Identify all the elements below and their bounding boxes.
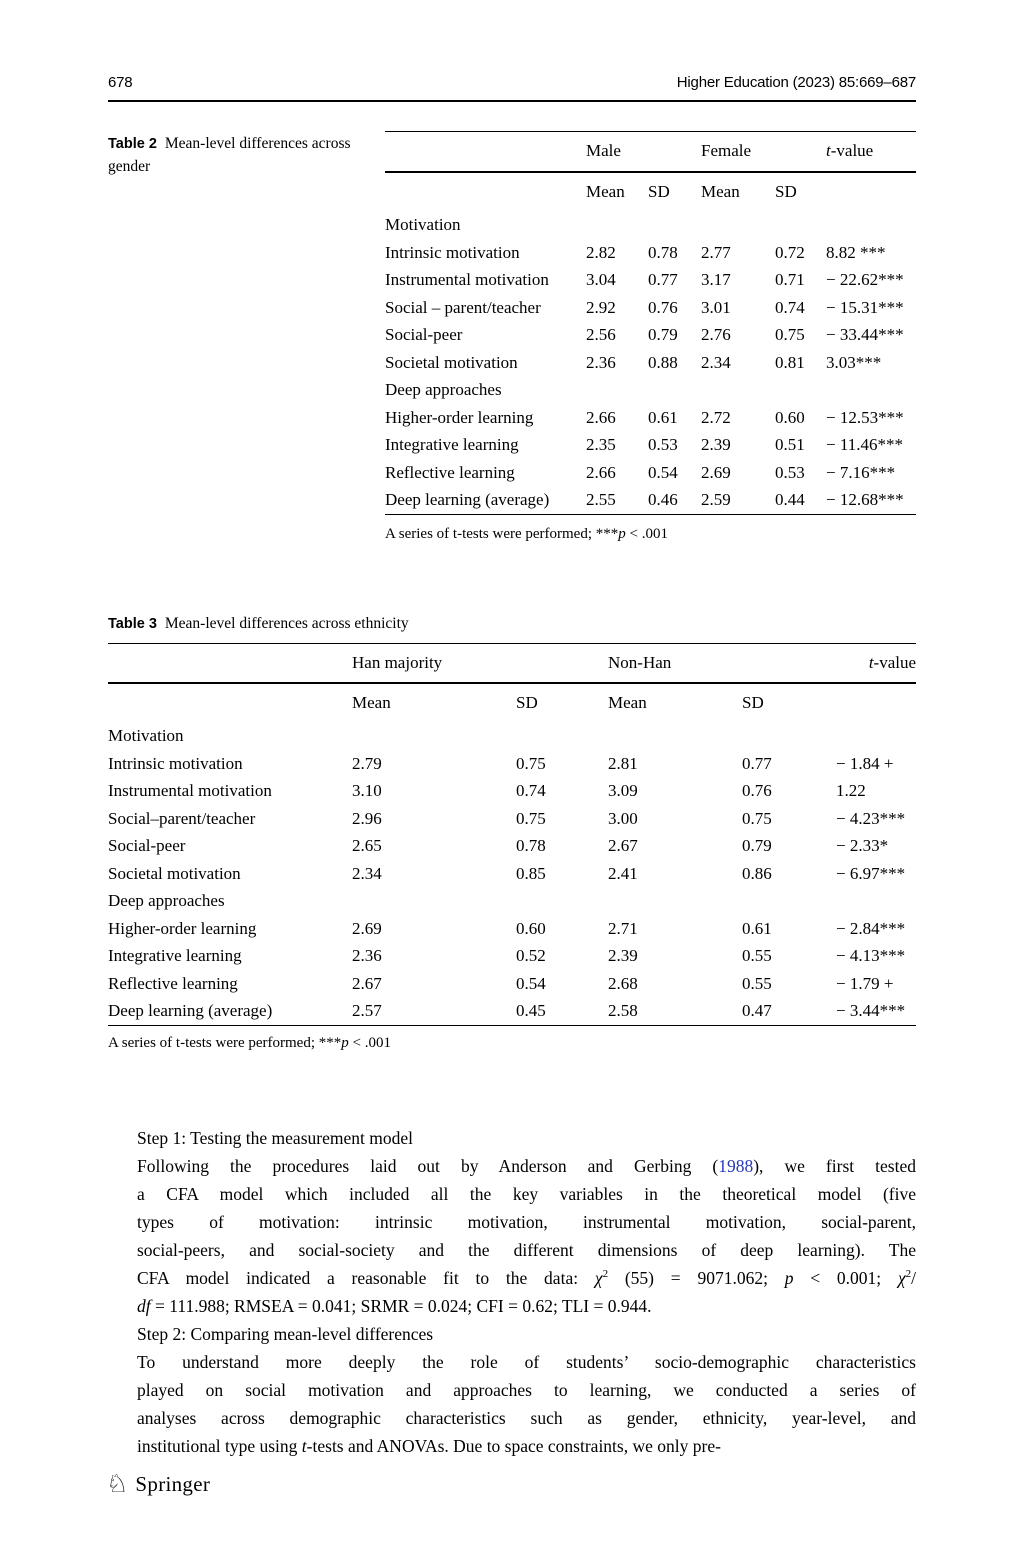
nonhan-sd: 0.86	[742, 863, 772, 883]
page-number: 678	[108, 74, 133, 91]
t-value: − 33.44***	[826, 325, 904, 345]
row-label: Motivation	[385, 215, 461, 235]
table-row	[385, 487, 916, 515]
table3-subcol-mean: Mean	[608, 693, 647, 712]
male-sd: 0.79	[648, 325, 678, 345]
male-mean: 3.04	[586, 270, 616, 290]
male-sd: 0.54	[648, 462, 678, 482]
nonhan-sd: 0.75	[742, 808, 772, 828]
text-run: = 111.988; RMSEA = 0.041; SRMR = 0.024; CFI = 0.62; TLI = 0.944.	[150, 1296, 652, 1316]
male-sd: 0.53	[648, 435, 678, 455]
female-mean: 2.72	[701, 407, 731, 427]
tvalue-rest: -value	[873, 652, 917, 672]
paragraph-line: types of motivation: intrinsic motivation, instrumental motivation, social-parent,	[137, 1212, 916, 1232]
tvalue-rest: -value	[830, 141, 874, 161]
han-mean: 2.65	[352, 836, 382, 856]
table-row	[108, 970, 916, 998]
male-mean	[586, 212, 648, 240]
paragraph-line	[137, 1432, 916, 1460]
row-label: Integrative learning	[385, 435, 519, 455]
table-row	[108, 943, 916, 971]
p-symbol: p	[784, 1268, 794, 1288]
female-mean	[701, 377, 775, 405]
han-mean: 2.34	[352, 863, 382, 883]
nonhan-sd: 0.61	[742, 918, 772, 938]
table2-caption	[108, 133, 356, 177]
male-sd: 0.78	[648, 242, 678, 262]
table3-corner-cell	[108, 644, 352, 683]
row-label: Deep learning (average)	[385, 487, 586, 515]
table-row	[385, 404, 916, 432]
body-text	[137, 1124, 916, 1460]
table-row	[385, 459, 916, 487]
male-mean: 2.82	[586, 242, 616, 262]
text-run: Following the procedures laid out by Anderson and Gerbing (	[137, 1156, 719, 1176]
superscript: 2	[602, 1268, 609, 1281]
han-mean: 2.79	[352, 753, 382, 773]
table-row	[108, 915, 916, 943]
han-sd: 0.75	[516, 808, 546, 828]
nonhan-sd: 0.77	[742, 753, 772, 773]
t-value: − 6.97***	[836, 863, 906, 883]
nonhan-mean	[608, 888, 742, 916]
nonhan-mean: 2.41	[608, 863, 638, 883]
han-mean	[352, 723, 516, 751]
t-value: − 11.46***	[826, 435, 903, 455]
table3-footnote	[108, 1035, 391, 1052]
footnote-text: A series of t-tests were performed; ***	[385, 526, 619, 542]
han-sd: 0.54	[516, 973, 546, 993]
knight-glyph: ♘	[106, 1471, 129, 1498]
han-sd: 0.74	[516, 781, 546, 801]
t-value: − 3.44***	[836, 998, 916, 1026]
han-mean	[352, 888, 516, 916]
male-sd	[648, 212, 701, 240]
nonhan-mean: 3.00	[608, 808, 638, 828]
paragraph-line	[137, 1152, 916, 1180]
t-value: − 1.84 +	[836, 753, 894, 773]
row-label: Higher-order learning	[385, 407, 534, 427]
male-sd: 0.77	[648, 270, 678, 290]
t-value: − 2.84***	[836, 918, 906, 938]
row-label: Intrinsic motivation	[108, 753, 243, 773]
female-sd: 0.51	[775, 435, 805, 455]
table2-col-male: Male	[586, 132, 701, 172]
publisher-footer	[106, 1472, 210, 1497]
row-label: Higher-order learning	[108, 918, 257, 938]
male-mean: 2.56	[586, 325, 616, 345]
table-row	[108, 860, 916, 888]
paragraph-line: played on social motivation and approaches to learning, we conducted a series of	[137, 1380, 916, 1400]
han-mean: 2.57	[352, 998, 516, 1026]
female-mean: 3.01	[701, 297, 731, 317]
t-value: 1.22	[836, 781, 866, 801]
nonhan-mean: 2.39	[608, 946, 638, 966]
nonhan-mean: 2.68	[608, 973, 638, 993]
female-mean	[701, 212, 775, 240]
df-symbol: df	[137, 1296, 151, 1316]
table3-group-header-row	[108, 644, 916, 683]
han-mean: 3.10	[352, 781, 382, 801]
table2-caption-label: Table 2	[108, 136, 157, 152]
table2-subheader-row	[385, 172, 916, 212]
han-mean: 2.69	[352, 918, 382, 938]
table3-empty-cell	[108, 683, 352, 723]
t-value: − 12.68***	[826, 487, 916, 515]
text-run: /	[911, 1268, 916, 1288]
nonhan-sd: 0.76	[742, 781, 772, 801]
table2-empty-cell	[385, 172, 586, 212]
table3-empty-cell	[836, 683, 916, 723]
t-value	[826, 377, 916, 405]
t-symbol: t	[301, 1436, 307, 1456]
table2-col-tvalue	[826, 132, 916, 172]
text-run: ), we first tested	[753, 1156, 916, 1176]
table-row	[385, 432, 916, 460]
table-row	[108, 778, 916, 806]
female-sd: 0.71	[775, 270, 805, 290]
paragraph-line	[137, 1264, 916, 1292]
han-sd: 0.78	[516, 836, 546, 856]
paragraph-line: a CFA model which included all the key variables in the theoretical model (five	[137, 1184, 916, 1204]
row-label: Integrative learning	[108, 946, 242, 966]
table2-col-female: Female	[701, 132, 826, 172]
table3-subcol-sd: SD	[742, 693, 764, 712]
table-row	[108, 833, 916, 861]
table-row	[108, 723, 916, 751]
male-mean: 2.35	[586, 435, 616, 455]
t-value: − 1.79 +	[836, 973, 894, 993]
table3-caption-label: Table 3	[108, 616, 157, 632]
han-sd	[516, 723, 608, 751]
text-run: -tests and ANOVAs. Due to space constraints, we only pre-	[306, 1436, 721, 1456]
chi-symbol: χ	[897, 1268, 906, 1288]
row-label: Social – parent/teacher	[385, 297, 541, 317]
han-sd: 0.85	[516, 863, 546, 883]
table3-caption-text: Mean-level differences across ethnicity	[164, 615, 409, 632]
han-sd: 0.75	[516, 753, 546, 773]
tvalue-t: t	[826, 141, 831, 161]
table3-caption	[108, 613, 808, 635]
footnote-text: < .001	[625, 526, 668, 542]
table-row	[385, 322, 916, 350]
table3-subheader-row	[108, 683, 916, 723]
footnote-text: < .001	[348, 1035, 391, 1051]
table-row	[108, 805, 916, 833]
row-label: Societal motivation	[385, 352, 518, 372]
nonhan-mean: 2.71	[608, 918, 638, 938]
female-sd: 0.74	[775, 297, 805, 317]
footnote-p: p	[341, 1035, 349, 1051]
row-label: Social-peer	[108, 836, 186, 856]
chi-symbol: χ	[594, 1268, 603, 1288]
female-mean: 2.77	[701, 242, 731, 262]
female-sd: 0.72	[775, 242, 805, 262]
table2-group-header-row	[385, 132, 916, 172]
step1-heading: Step 1: Testing the measurement model	[137, 1128, 413, 1148]
table-row	[385, 349, 916, 377]
row-label: Deep approaches	[108, 891, 225, 911]
table2-subcol-mean: Mean	[586, 182, 625, 201]
t-value: − 2.33*	[836, 836, 889, 856]
male-mean: 2.55	[586, 487, 648, 515]
table2-caption-text: Mean-level differences across gender	[108, 135, 351, 175]
paragraph-line: To understand more deeply the role of students’ socio-demographic characteristics	[137, 1352, 916, 1372]
table-row	[385, 267, 916, 295]
row-label: Social–parent/teacher	[108, 808, 256, 828]
nonhan-sd	[742, 888, 836, 916]
nonhan-sd: 0.47	[742, 998, 836, 1026]
male-sd: 0.46	[648, 487, 701, 515]
female-mean: 2.76	[701, 325, 731, 345]
table2-empty-cell	[826, 172, 916, 212]
female-sd	[775, 212, 826, 240]
female-mean: 2.39	[701, 435, 731, 455]
t-value: − 12.53***	[826, 407, 904, 427]
t-value: − 4.13***	[836, 946, 906, 966]
table2-subcol-sd: SD	[775, 182, 797, 201]
table-row	[385, 377, 916, 405]
text-run: < 0.001;	[793, 1268, 898, 1288]
header-rule	[108, 100, 916, 102]
table3-subcol-sd: SD	[516, 693, 538, 712]
t-value: − 22.62***	[826, 270, 904, 290]
male-mean: 2.92	[586, 297, 616, 317]
row-label: Instrumental motivation	[108, 781, 272, 801]
male-sd	[648, 377, 701, 405]
female-sd: 0.75	[775, 325, 805, 345]
paragraph-line: analyses across demographic characteristics such as gender, ethnicity, year-level, and	[137, 1408, 916, 1428]
footnote-text: A series of t-tests were performed; ***	[108, 1035, 342, 1051]
male-sd: 0.88	[648, 352, 678, 372]
male-mean	[586, 377, 648, 405]
han-mean: 2.36	[352, 946, 382, 966]
han-mean: 2.96	[352, 808, 382, 828]
table3-subcol-mean: Mean	[352, 693, 391, 712]
t-value: − 4.23***	[836, 808, 906, 828]
citation-link-1988[interactable]: 1988	[718, 1156, 754, 1176]
table3-col-han: Han majority	[352, 644, 608, 683]
nonhan-sd	[742, 723, 836, 751]
text-run: institutional type using	[137, 1436, 302, 1456]
table3-col-nonhan: Non-Han	[608, 644, 836, 683]
female-sd: 0.44	[775, 487, 826, 515]
row-label: Deep approaches	[385, 380, 502, 400]
male-mean: 2.66	[586, 407, 616, 427]
female-mean: 2.59	[701, 487, 775, 515]
t-value: − 7.16***	[826, 462, 896, 482]
t-value	[826, 212, 916, 240]
table-row	[108, 888, 916, 916]
female-mean: 3.17	[701, 270, 731, 290]
table2-gender	[385, 131, 916, 515]
table3-col-tvalue	[836, 644, 916, 683]
table2-corner-cell	[385, 132, 586, 172]
text-run: (55) = 9071.062;	[608, 1268, 785, 1288]
female-sd	[775, 377, 826, 405]
female-sd: 0.60	[775, 407, 805, 427]
female-mean: 2.34	[701, 352, 731, 372]
male-sd: 0.76	[648, 297, 678, 317]
step2-heading: Step 2: Comparing mean-level differences	[137, 1324, 434, 1344]
row-label: Motivation	[108, 726, 184, 746]
table-row	[108, 750, 916, 778]
row-label: Instrumental motivation	[385, 270, 549, 290]
paragraph-line: social-peers, and social-society and the different dimensions of deep learning). The	[137, 1240, 916, 1260]
nonhan-mean: 3.09	[608, 781, 638, 801]
row-label: Reflective learning	[385, 462, 515, 482]
female-sd: 0.81	[775, 352, 805, 372]
row-label: Social-peer	[385, 325, 463, 345]
table-row	[385, 212, 916, 240]
superscript: 2	[905, 1268, 912, 1281]
row-label: Reflective learning	[108, 973, 238, 993]
male-mean: 2.66	[586, 462, 616, 482]
footnote-p: p	[618, 526, 626, 542]
han-sd: 0.52	[516, 946, 546, 966]
nonhan-sd: 0.79	[742, 836, 772, 856]
han-sd	[516, 888, 608, 916]
row-label: Deep learning (average)	[108, 998, 352, 1026]
row-label: Societal motivation	[108, 863, 241, 883]
table3-ethnicity	[108, 643, 916, 1026]
paragraph-line	[137, 1292, 916, 1320]
row-label: Intrinsic motivation	[385, 242, 520, 262]
han-sd: 0.60	[516, 918, 546, 938]
t-value: 8.82 ***	[826, 242, 886, 262]
springer-knight-icon	[106, 1472, 128, 1497]
table2-footnote	[385, 526, 668, 543]
male-sd: 0.61	[648, 407, 678, 427]
table2-subcol-mean: Mean	[701, 182, 740, 201]
nonhan-sd: 0.55	[742, 946, 772, 966]
han-sd: 0.45	[516, 998, 608, 1026]
t-value: 3.03***	[826, 352, 882, 372]
male-mean: 2.36	[586, 352, 616, 372]
publisher-name: Springer	[135, 1472, 211, 1496]
tvalue-t: t	[868, 652, 874, 672]
nonhan-mean: 2.67	[608, 836, 638, 856]
nonhan-mean: 2.58	[608, 998, 742, 1026]
table-row	[385, 239, 916, 267]
nonhan-mean	[608, 723, 742, 751]
han-mean: 2.67	[352, 973, 382, 993]
t-value: − 15.31***	[826, 297, 904, 317]
table2-subcol-sd: SD	[648, 182, 670, 201]
female-mean: 2.69	[701, 462, 731, 482]
journal-reference: Higher Education (2023) 85:669–687	[676, 74, 916, 91]
t-value	[836, 888, 916, 916]
table-row	[385, 294, 916, 322]
text-run: CFA model indicated a reasonable fit to the data:	[137, 1268, 595, 1288]
nonhan-mean: 2.81	[608, 753, 638, 773]
t-value	[836, 723, 916, 751]
table-row	[108, 998, 916, 1026]
nonhan-sd: 0.55	[742, 973, 772, 993]
female-sd: 0.53	[775, 462, 805, 482]
